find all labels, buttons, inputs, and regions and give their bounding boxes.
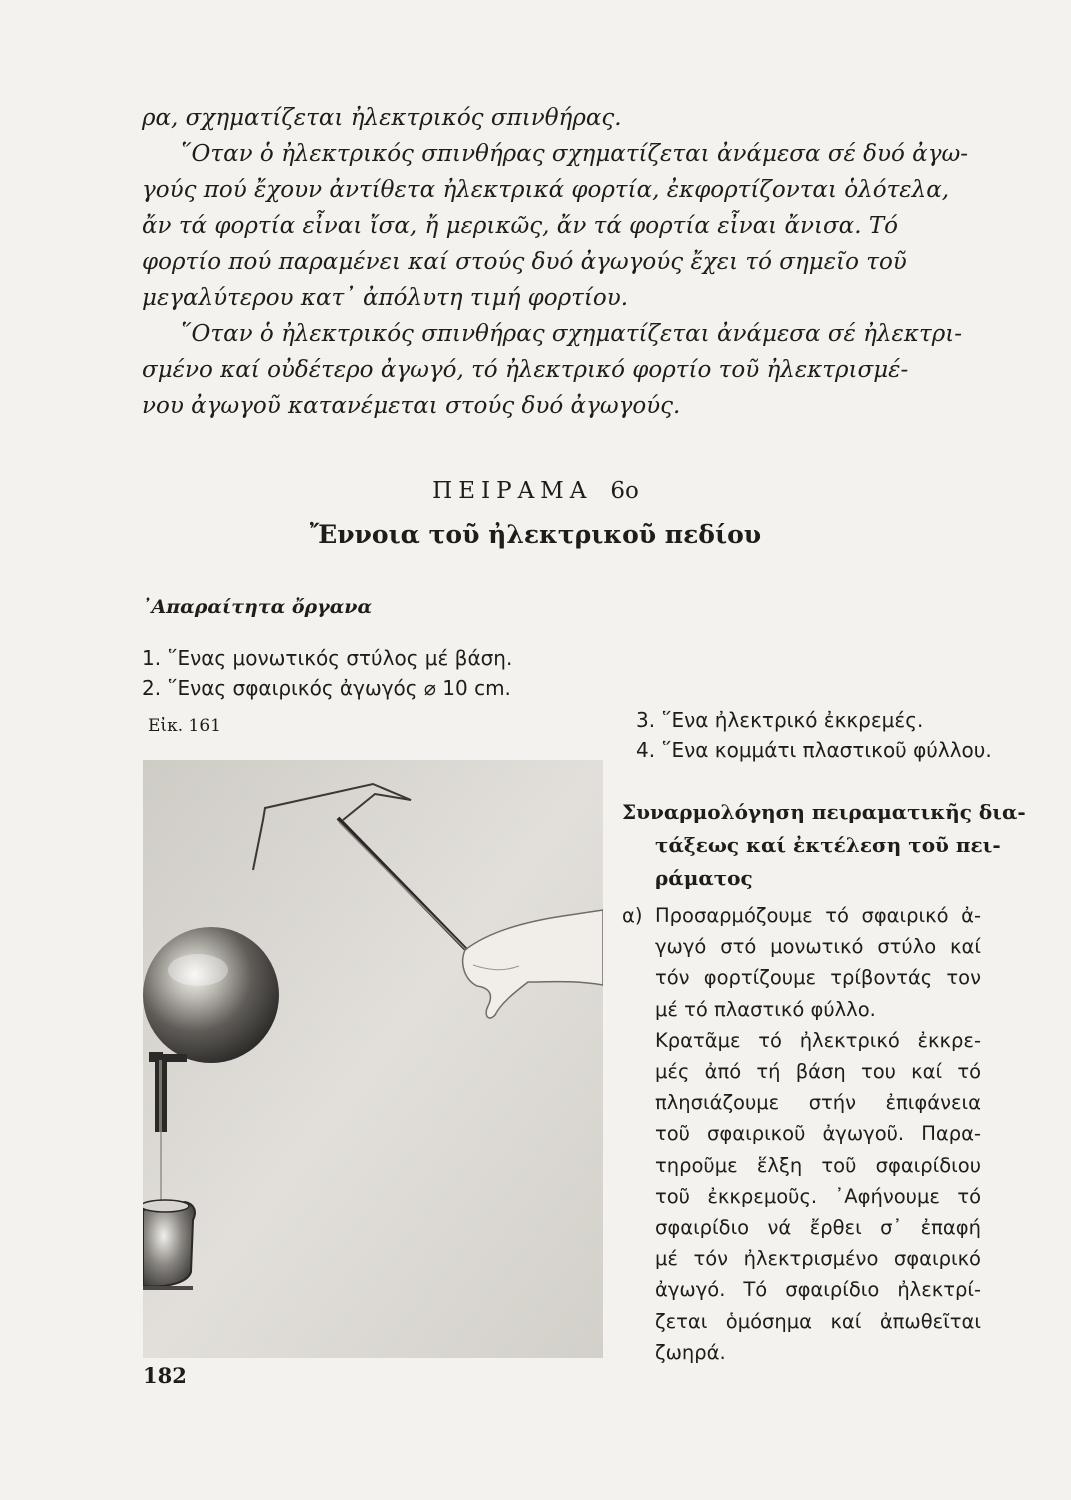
stand-base [143, 1202, 195, 1286]
step-a [622, 900, 982, 1368]
step-line: τοῦ σφαιρικοῦ ἀγωγοῦ. Παρα- [655, 1122, 981, 1146]
instruments-list-left [142, 643, 512, 703]
text-line: ῞Οταν ὁ ἠλεκτρικός σπινθήρας σχηματίζεται ἀνάμεσα σέ ἠλεκτρι- [180, 321, 962, 347]
intro-paragraph-2 [142, 136, 978, 316]
step-line: Προσαρμόζουμε τό σφαιρικό ἀ- [655, 904, 981, 927]
text-line: νου ἀγωγοῦ κατανέμεται στούς δυό ἀγωγούς. [142, 393, 681, 419]
step-line: πλησιάζουμε στήν ἐπιφάνεια [655, 1091, 981, 1115]
intro-text [142, 100, 978, 424]
text-line: ῞Οταν ὁ ἠλεκτρικός σπινθήρας σχηματίζεται ἀνάμεσα σέ δυό ἀγω- [180, 141, 968, 167]
intro-paragraph-3 [142, 316, 978, 424]
step-line: ἀγωγό. Τό σφαιρίδιο ἠλεκτρί- [655, 1278, 981, 1302]
figure-label: Εἰκ. 161 [148, 716, 221, 736]
instruments-heading: ᾿Απαραίτητα ὄργανα [142, 596, 373, 618]
heading-line: ράματος [655, 866, 753, 890]
heading-line: Συναρμολόγηση πειραματικῆς δια- [622, 800, 1026, 824]
experiment-title: Ἔννοια τοῦ ἠλεκτρικοῦ πεδίου [309, 520, 762, 549]
heading-line: τάξεως καί ἐκτέλεση τοῦ πει- [655, 833, 1001, 857]
step-line: Κρατᾶμε τό ἠλεκτρικό ἐκκρε- [655, 1028, 981, 1052]
sphere-conductor [143, 927, 279, 1063]
text-line: μεγαλύτερου κατ᾿ ἀπόλυτη τιμή φορτίου. [142, 285, 629, 311]
step-marker: α) [622, 904, 643, 927]
text-line: σμένο καί οὐδέτερο ἀγωγό, τό ἠλεκτρικό φορτίο τοῦ ἠλεκτρισμέ- [142, 357, 909, 383]
text-line: γούς πού ἔχουν ἀντίθετα ἠλεκτρικά φορτία, ἐκφορτίζονται ὁλότελα, [142, 177, 950, 203]
instrument-item: 1. ῞Ενας μονωτικός στύλος μέ βάση. [142, 646, 513, 670]
instruments-list-right [636, 705, 992, 765]
step-line: τόν φορτίζουμε τρίβοντάς τον [655, 966, 981, 990]
step-line: ζεται ὁμόσημα καί ἀπωθεῖται [655, 1309, 981, 1333]
text-line: ρα, σχηματίζεται ἠλεκτρικός σπινθήρας. [142, 105, 622, 131]
step-line: μές ἀπό τή βάση του καί τό [655, 1060, 981, 1084]
experiment-photo [143, 760, 603, 1358]
step-line: σφαιρίδιο νά ἔρθει σ᾿ ἐπαφή [655, 1216, 981, 1240]
step-line: μέ τό πλαστικό φύλλο. [655, 997, 876, 1021]
text-line: φορτίο πού παραμένει καί στούς δυό ἀγωγούς ἔχει τό σημεῖο τοῦ [142, 249, 907, 275]
step-line: ζωηρά. [655, 1340, 726, 1364]
step-line: τηροῦμε ἕλξη τοῦ σφαιρίδιου [655, 1153, 981, 1177]
instrument-item: 4. ῞Ενα κομμάτι πλαστικοῦ φύλλου. [636, 738, 992, 762]
step-line: μέ τόν ἠλεκτρισμένο σφαιρικό [655, 1247, 981, 1271]
experiment-number: 6ο [610, 478, 639, 504]
step-body [655, 900, 981, 1368]
assembly-heading [622, 796, 1026, 895]
experiment-label: ΠΕΙΡΑΜΑ [432, 478, 593, 504]
page-number: 182 [143, 1363, 187, 1388]
experiment-heading [0, 478, 1071, 504]
instrument-item: 2. ῞Ενας σφαιρικός ἀγωγός ⌀ 10 cm. [142, 676, 511, 700]
step-line: τοῦ ἐκκρεμοῦς. ᾿Αφήνουμε τό [655, 1184, 981, 1208]
instrument-item: 3. ῞Ενα ἠλεκτρικό ἐκκρεμές. [636, 708, 924, 732]
intro-paragraph-1 [142, 100, 978, 136]
step-line: γωγό στό μονωτικό στύλο καί [655, 935, 981, 959]
text-line: ἄν τά φορτία εἶναι ἴσα, ἤ μερικῶς, ἄν τά φορτία εἶναι ἄνισα. Τό [142, 213, 899, 239]
